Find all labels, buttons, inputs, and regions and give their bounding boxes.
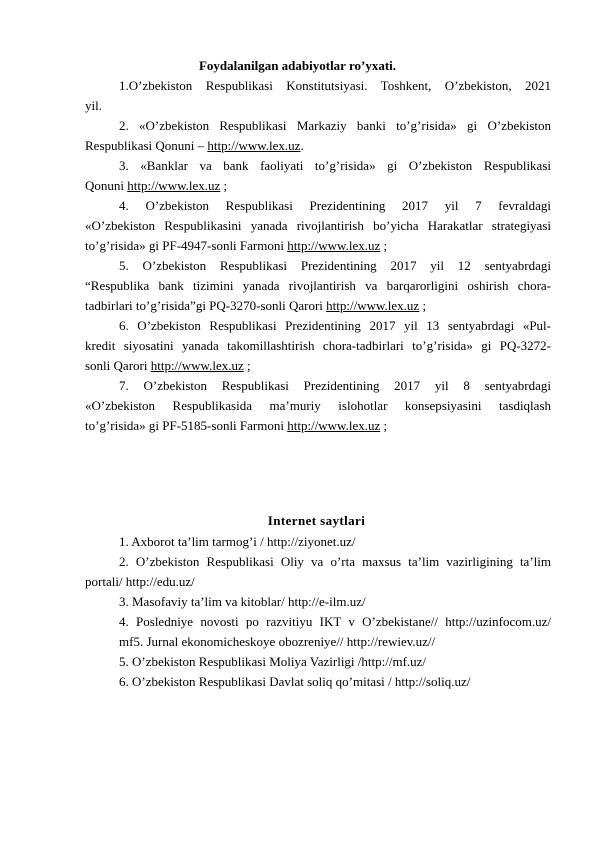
line-text: 3. Masofaviy ta’lim va kitoblar/ http://e-ilm.uz/ xyxy=(119,594,366,609)
text-line xyxy=(85,652,551,672)
reference-item xyxy=(85,116,551,156)
text-line xyxy=(85,236,551,256)
text-line xyxy=(85,316,551,336)
text-line xyxy=(85,612,551,632)
text-line xyxy=(85,532,551,552)
text-line xyxy=(85,256,551,276)
line-text: 4. Posledniye novosti po razvitiyu IKT v O’zbekistane// http://uzinfocom.uz/ xyxy=(119,614,551,629)
line-text: 2. «O’zbekiston Respublikasi Markaziy banki to’g’risida» gi O’zbekiston xyxy=(119,118,551,133)
line-text: 3. «Banklar va bank faoliyati to’g’risida» gi O’zbekiston Respublikasi xyxy=(119,158,551,173)
line-text: «O’zbekiston Respublikasini yanada rivojlantirish bo’yicha Harakatlar strategiyasi xyxy=(85,218,551,233)
reference-link[interactable]: http://www.lex.uz xyxy=(150,358,244,373)
line-text: to’g’risida» gi PF-4947-sonli Farmoni xyxy=(85,238,288,253)
internet-sites-heading: Internet saytlari xyxy=(267,513,366,528)
trailing-punctuation: ; xyxy=(419,298,427,313)
website-item xyxy=(85,672,551,692)
website-item xyxy=(85,552,551,592)
reference-item xyxy=(85,156,551,196)
text-line xyxy=(85,632,551,652)
text-line xyxy=(85,76,551,96)
reference-link[interactable]: http://www.lex.uz xyxy=(326,298,420,313)
text-line xyxy=(85,216,551,236)
text-line xyxy=(85,552,551,572)
text-line xyxy=(85,276,551,296)
line-text: 7. O’zbekiston Respublikasi Prezidentining 2017 yil 8 sentyabrdagi xyxy=(119,378,551,393)
line-text: 6. O’zbekiston Respublikasi Davlat soliq qo’mitasi / http://soliq.uz/ xyxy=(119,674,471,689)
reference-item xyxy=(85,76,551,116)
websites-list xyxy=(85,532,551,692)
text-line xyxy=(85,356,551,376)
reference-item xyxy=(85,376,551,436)
trailing-punctuation: . xyxy=(300,138,304,153)
line-text: 2. O’zbekiston Respublikasi Oliy va o’rta maxsus ta’lim vazirligining ta’lim xyxy=(119,554,551,569)
reference-item xyxy=(85,196,551,256)
text-line xyxy=(85,572,551,592)
reference-link[interactable]: http://www.lex.uz xyxy=(207,138,301,153)
reference-item xyxy=(85,256,551,316)
text-line xyxy=(85,296,551,316)
trailing-punctuation: ; xyxy=(220,178,228,193)
trailing-punctuation: ; xyxy=(380,238,388,253)
line-text: sonli Qarori xyxy=(85,358,151,373)
line-text: 1.O’zbekiston Respublikasi Konstitutsiyasi. Toshkent, O’zbekiston, 2021 xyxy=(119,78,551,93)
line-text: portali/ http://edu.uz/ xyxy=(85,574,195,589)
line-text: «O’zbekiston Respublikasida ma’muriy islohotlar konsepsiyasini tasdiqlash xyxy=(85,398,551,413)
references-list xyxy=(85,76,551,436)
text-line xyxy=(85,376,551,396)
references-heading: Foydalanilgan adabiyotlar ro’yxati. xyxy=(198,58,397,73)
reference-item xyxy=(85,316,551,376)
line-text: 5. O’zbekiston Respublikasi Moliya Vazirligi /http://mf.uz/ xyxy=(119,654,427,669)
text-line xyxy=(85,592,551,612)
line-text: 1. Axborot ta’lim tarmog’i / http://ziyonet.uz/ xyxy=(119,534,356,549)
line-text: mf5. Jurnal ekonomicheskoye obozreniye// http://rewiev.uz// xyxy=(119,634,436,649)
trailing-punctuation: ; xyxy=(380,418,388,433)
text-line xyxy=(85,396,551,416)
text-line xyxy=(85,672,551,692)
reference-link[interactable]: http://www.lex.uz xyxy=(287,418,381,433)
text-line xyxy=(85,196,551,216)
text-line xyxy=(85,96,551,116)
text-line xyxy=(85,156,551,176)
text-line xyxy=(85,416,551,436)
line-text: to’g’risida» gi PF-5185-sonli Farmoni xyxy=(85,418,288,433)
website-item xyxy=(85,652,551,672)
website-item xyxy=(85,532,551,552)
line-text: kredit siyosatini yanada takomillashtirish chora-tadbirlari to’g’risida» gi PQ-3272- xyxy=(85,338,551,353)
reference-link[interactable]: http://www.lex.uz xyxy=(287,238,381,253)
line-text: 5. O’zbekiston Respublikasi Prezidentining 2017 yil 12 sentyabrdagi xyxy=(119,258,551,273)
text-line xyxy=(85,116,551,136)
trailing-punctuation: ; xyxy=(243,358,251,373)
line-text: yil. xyxy=(85,98,102,113)
text-line xyxy=(85,136,551,156)
reference-link[interactable]: http://www.lex.uz xyxy=(127,178,221,193)
line-text: 4. O’zbekiston Respublikasi Prezidentining 2017 yil 7 fevraldagi xyxy=(119,198,551,213)
line-text: 6. O’zbekiston Respublikasi Prezidentining 2017 yil 13 sentyabrdagi «Pul- xyxy=(119,318,551,333)
line-text: tadbirlari to’g’risida”gi PQ-3270-sonli Qarori xyxy=(85,298,327,313)
website-item xyxy=(85,612,551,652)
line-text: Respublikasi Qonuni – xyxy=(85,138,208,153)
text-line xyxy=(85,336,551,356)
line-text: “Respublika bank tizimini yanada rivojlantirish va barqarorligini oshirish chora- xyxy=(85,278,551,293)
website-item xyxy=(85,592,551,612)
line-text: Qonuni xyxy=(85,178,128,193)
text-line xyxy=(85,176,551,196)
